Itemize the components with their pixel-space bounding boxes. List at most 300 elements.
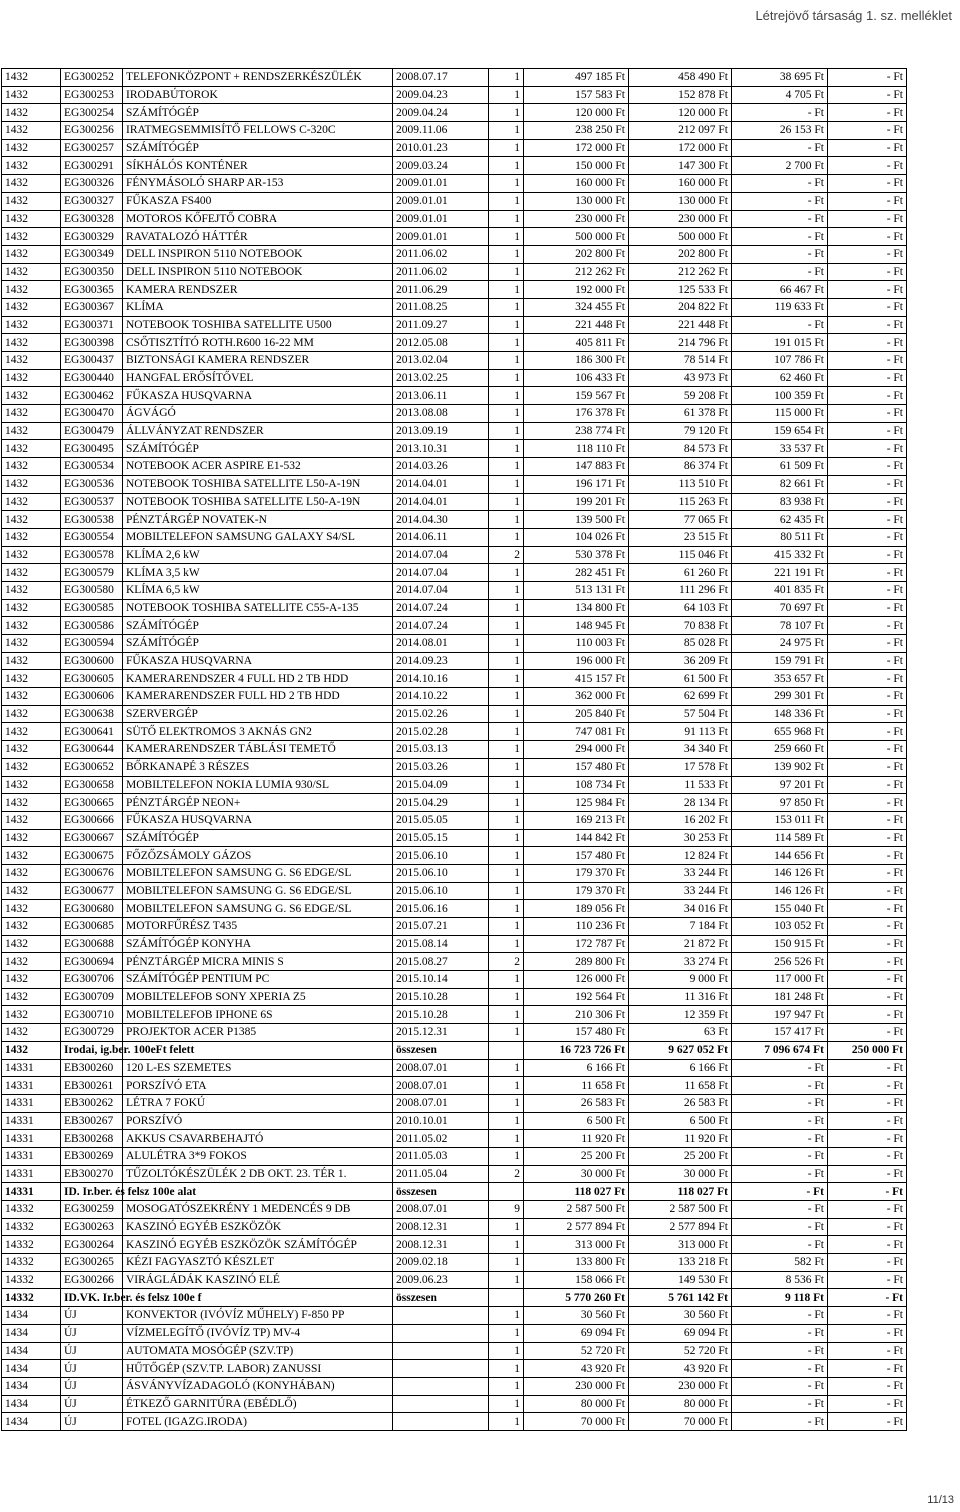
account-cell: 1432 xyxy=(2,405,61,423)
account-cell: 1432 xyxy=(2,688,61,706)
net-value-cell: - Ft xyxy=(732,1413,828,1431)
residual-cell: - Ft xyxy=(828,1271,907,1289)
depreciation-cell: 52 720 Ft xyxy=(629,1342,732,1360)
residual-cell: - Ft xyxy=(828,1218,907,1236)
table-row xyxy=(2,1395,907,1413)
description-cell: VÍZMELEGÍTŐ (IVÓVÍZ TP) MV-4 xyxy=(123,1324,393,1342)
depreciation-cell: 160 000 Ft xyxy=(629,175,732,193)
table-row xyxy=(2,546,907,564)
net-value-cell: 26 153 Ft xyxy=(732,122,828,140)
net-value-cell: 146 126 Ft xyxy=(732,864,828,882)
net-value-cell: - Ft xyxy=(732,1094,828,1112)
date-cell: 2015.10.28 xyxy=(393,1006,489,1024)
asset-code-cell: EG300685 xyxy=(61,918,123,936)
table-row xyxy=(2,794,907,812)
gross-value-cell: 120 000 Ft xyxy=(524,104,629,122)
quantity-cell: 1 xyxy=(489,758,524,776)
depreciation-cell: 78 514 Ft xyxy=(629,352,732,370)
residual-cell: - Ft xyxy=(828,69,907,87)
description-cell: MOBILTELEFOB IPHONE 6S xyxy=(123,1006,393,1024)
asset-code-cell: EG300534 xyxy=(61,458,123,476)
table-row xyxy=(2,1236,907,1254)
depreciation-cell: 152 878 Ft xyxy=(629,86,732,104)
date-cell: 2009.04.24 xyxy=(393,104,489,122)
description-cell: FŰKASZA HUSQVARNA xyxy=(123,811,393,829)
net-value-cell: 415 332 Ft xyxy=(732,546,828,564)
quantity-cell: 1 xyxy=(489,369,524,387)
date-cell: 2014.06.11 xyxy=(393,528,489,546)
quantity-cell: 1 xyxy=(489,581,524,599)
gross-value-cell: 69 094 Ft xyxy=(524,1324,629,1342)
residual-cell: - Ft xyxy=(828,900,907,918)
depreciation-cell: 458 490 Ft xyxy=(629,69,732,87)
quantity-cell: 1 xyxy=(489,1077,524,1095)
table-row xyxy=(2,581,907,599)
asset-code-cell: EG300644 xyxy=(61,741,123,759)
table-row xyxy=(2,652,907,670)
account-cell: 1432 xyxy=(2,847,61,865)
asset-code-cell: EG300495 xyxy=(61,440,123,458)
description-cell: KLÍMA 2,6 kW xyxy=(123,546,393,564)
depreciation-cell: 61 378 Ft xyxy=(629,405,732,423)
account-cell: 1434 xyxy=(2,1395,61,1413)
account-cell: 1432 xyxy=(2,316,61,334)
depreciation-cell: 84 573 Ft xyxy=(629,440,732,458)
table-row xyxy=(2,918,907,936)
depreciation-cell: 230 000 Ft xyxy=(629,1377,732,1395)
description-cell: RAVATALOZÓ HÁTTÉR xyxy=(123,228,393,246)
asset-code-cell: EG300694 xyxy=(61,953,123,971)
account-cell: 1432 xyxy=(2,953,61,971)
table-row xyxy=(2,1342,907,1360)
table-row xyxy=(2,688,907,706)
quantity-cell: 2 xyxy=(489,953,524,971)
asset-code-cell: EG300326 xyxy=(61,175,123,193)
table-row xyxy=(2,1059,907,1077)
description-cell: DELL INSPIRON 5110 NOTEBOOK xyxy=(123,245,393,263)
net-value-cell: 78 107 Ft xyxy=(732,617,828,635)
description-cell: MOBILTELEFON NOKIA LUMIA 930/SL xyxy=(123,776,393,794)
table-row xyxy=(2,741,907,759)
residual-cell: - Ft xyxy=(828,688,907,706)
date-cell: 2015.06.10 xyxy=(393,847,489,865)
depreciation-cell: 204 822 Ft xyxy=(629,298,732,316)
depreciation-cell: 11 533 Ft xyxy=(629,776,732,794)
depreciation-cell: 64 103 Ft xyxy=(629,599,732,617)
date-cell: 2015.04.09 xyxy=(393,776,489,794)
net-value-cell: - Ft xyxy=(732,1059,828,1077)
net-value-cell: 157 417 Ft xyxy=(732,1024,828,1042)
description-cell: HŰTŐGÉP (SZV.TP. LABOR) ZANUSSI xyxy=(123,1360,393,1378)
depreciation-cell: 61 500 Ft xyxy=(629,670,732,688)
date-cell: 2009.01.01 xyxy=(393,192,489,210)
net-value-cell: 66 467 Ft xyxy=(732,281,828,299)
depreciation-cell: 79 120 Ft xyxy=(629,422,732,440)
date-cell: 2014.07.04 xyxy=(393,546,489,564)
depreciation-cell: 7 184 Ft xyxy=(629,918,732,936)
residual-cell: - Ft xyxy=(828,652,907,670)
depreciation-cell: 77 065 Ft xyxy=(629,511,732,529)
asset-code-cell: EG300253 xyxy=(61,86,123,104)
asset-code-cell: EG300667 xyxy=(61,829,123,847)
quantity-cell: 1 xyxy=(489,1130,524,1148)
date-cell: 2015.03.26 xyxy=(393,758,489,776)
residual-cell: - Ft xyxy=(828,988,907,1006)
account-cell: 1432 xyxy=(2,811,61,829)
asset-code-cell: EG300479 xyxy=(61,422,123,440)
depreciation-cell: 86 374 Ft xyxy=(629,458,732,476)
account-cell: 14331 xyxy=(2,1094,61,1112)
residual-cell: - Ft xyxy=(828,1112,907,1130)
date-cell: 2014.07.24 xyxy=(393,617,489,635)
asset-register-table xyxy=(1,68,907,1431)
description-cell: SÍKHÁLÓS KONTÉNER xyxy=(123,157,393,175)
account-cell: 14331 xyxy=(2,1077,61,1095)
table-row xyxy=(2,776,907,794)
date-cell: 2013.02.25 xyxy=(393,369,489,387)
table-row xyxy=(2,1324,907,1342)
description-cell: MOBILTELEFON SAMSUNG G. S6 EDGE/SL xyxy=(123,864,393,882)
depreciation-cell: 172 000 Ft xyxy=(629,139,732,157)
description-cell: NOTEBOOK TOSHIBA SATELLITE L50-A-19N xyxy=(123,475,393,493)
description-cell: FŰKASZA HUSQVARNA xyxy=(123,387,393,405)
account-cell: 1432 xyxy=(2,139,61,157)
account-cell: 14332 xyxy=(2,1201,61,1219)
page-number: 11/13 xyxy=(927,1494,954,1506)
date-cell: 2015.06.16 xyxy=(393,900,489,918)
gross-value-cell: 238 774 Ft xyxy=(524,422,629,440)
residual-cell: - Ft xyxy=(828,1201,907,1219)
gross-value-cell: 52 720 Ft xyxy=(524,1342,629,1360)
quantity-cell: 1 xyxy=(489,723,524,741)
account-cell: 1434 xyxy=(2,1324,61,1342)
table-row xyxy=(2,705,907,723)
residual-cell: - Ft xyxy=(828,953,907,971)
quantity-cell: 1 xyxy=(489,281,524,299)
table-row xyxy=(2,1147,907,1165)
quantity-cell: 1 xyxy=(489,511,524,529)
gross-value-cell: 5 770 260 Ft xyxy=(524,1289,629,1307)
net-value-cell: 144 656 Ft xyxy=(732,847,828,865)
residual-cell: - Ft xyxy=(828,776,907,794)
quantity-cell: 1 xyxy=(489,847,524,865)
net-value-cell: - Ft xyxy=(732,1236,828,1254)
quantity-cell: 1 xyxy=(489,175,524,193)
quantity-cell: 1 xyxy=(489,935,524,953)
quantity-cell: 1 xyxy=(489,458,524,476)
quantity-cell: 1 xyxy=(489,1377,524,1395)
net-value-cell: - Ft xyxy=(732,228,828,246)
table-row xyxy=(2,1218,907,1236)
net-value-cell: 8 536 Ft xyxy=(732,1271,828,1289)
quantity-cell: 1 xyxy=(489,1254,524,1272)
quantity-cell: 1 xyxy=(489,599,524,617)
table-row xyxy=(2,829,907,847)
gross-value-cell: 196 000 Ft xyxy=(524,652,629,670)
description-cell: PÉNZTÁRGÉP NEON+ xyxy=(123,794,393,812)
quantity-cell: 1 xyxy=(489,617,524,635)
depreciation-cell: 30 253 Ft xyxy=(629,829,732,847)
quantity-cell: 2 xyxy=(489,1165,524,1183)
account-cell: 14331 xyxy=(2,1183,61,1201)
document-header-note: Létrejövő társaság 1. sz. melléklet xyxy=(755,8,952,23)
asset-code-cell: EG300252 xyxy=(61,69,123,87)
table-row xyxy=(2,1360,907,1378)
table-row xyxy=(2,122,907,140)
date-cell: 2008.12.31 xyxy=(393,1236,489,1254)
net-value-cell: 9 118 Ft xyxy=(732,1289,828,1307)
residual-cell: - Ft xyxy=(828,935,907,953)
quantity-cell: 1 xyxy=(489,1094,524,1112)
date-cell xyxy=(393,1413,489,1431)
asset-code-cell: EG300470 xyxy=(61,405,123,423)
quantity-cell: 1 xyxy=(489,1059,524,1077)
asset-code-cell: EG300580 xyxy=(61,581,123,599)
table-row xyxy=(2,971,907,989)
quantity-cell: 1 xyxy=(489,210,524,228)
description-cell: NOTEBOOK ACER ASPIRE E1-532 xyxy=(123,458,393,476)
asset-code-cell: EG300264 xyxy=(61,1236,123,1254)
gross-value-cell: 106 433 Ft xyxy=(524,369,629,387)
depreciation-cell: 30 560 Ft xyxy=(629,1307,732,1325)
description-cell: BŐRKANAPÉ 3 RÉSZES xyxy=(123,758,393,776)
account-cell: 1432 xyxy=(2,334,61,352)
table-row xyxy=(2,139,907,157)
depreciation-cell: 62 699 Ft xyxy=(629,688,732,706)
gross-value-cell: 80 000 Ft xyxy=(524,1395,629,1413)
account-cell: 1432 xyxy=(2,652,61,670)
date-cell: 2015.06.10 xyxy=(393,882,489,900)
account-cell: 1432 xyxy=(2,1006,61,1024)
quantity-cell: 1 xyxy=(489,918,524,936)
residual-cell: - Ft xyxy=(828,1094,907,1112)
net-value-cell: 82 661 Ft xyxy=(732,475,828,493)
date-cell: 2013.06.11 xyxy=(393,387,489,405)
residual-cell: - Ft xyxy=(828,405,907,423)
residual-cell: - Ft xyxy=(828,440,907,458)
gross-value-cell: 134 800 Ft xyxy=(524,599,629,617)
date-cell: 2014.03.26 xyxy=(393,458,489,476)
table-row xyxy=(2,387,907,405)
gross-value-cell: 25 200 Ft xyxy=(524,1147,629,1165)
quantity-cell: 1 xyxy=(489,670,524,688)
depreciation-cell: 33 274 Ft xyxy=(629,953,732,971)
net-value-cell: - Ft xyxy=(732,1112,828,1130)
account-cell: 1432 xyxy=(2,245,61,263)
description-cell: KÉZI FAGYASZTÓ KÉSZLET xyxy=(123,1254,393,1272)
net-value-cell: 97 850 Ft xyxy=(732,794,828,812)
table-row xyxy=(2,864,907,882)
gross-value-cell: 169 213 Ft xyxy=(524,811,629,829)
description-cell: SÜTŐ ELEKTROMOS 3 AKNÁS GN2 xyxy=(123,723,393,741)
table-row xyxy=(2,635,907,653)
description-cell: AKKUS CSAVARBEHAJTÓ xyxy=(123,1130,393,1148)
residual-cell: - Ft xyxy=(828,511,907,529)
date-cell: 2015.02.26 xyxy=(393,705,489,723)
date-cell: 2014.07.04 xyxy=(393,581,489,599)
quantity-cell xyxy=(489,1289,524,1307)
net-value-cell: 150 915 Ft xyxy=(732,935,828,953)
net-value-cell: 7 096 674 Ft xyxy=(732,1041,828,1059)
residual-cell: - Ft xyxy=(828,864,907,882)
asset-code-cell: EG300365 xyxy=(61,281,123,299)
net-value-cell: 181 248 Ft xyxy=(732,988,828,1006)
quantity-cell: 1 xyxy=(489,864,524,882)
gross-value-cell: 289 800 Ft xyxy=(524,953,629,971)
gross-value-cell: 172 787 Ft xyxy=(524,935,629,953)
account-cell: 1432 xyxy=(2,422,61,440)
date-cell: 2008.07.01 xyxy=(393,1094,489,1112)
description-cell: ALULÉTRA 3*9 FOKOS xyxy=(123,1147,393,1165)
quantity-cell: 1 xyxy=(489,192,524,210)
account-cell: 1432 xyxy=(2,971,61,989)
asset-code-cell: ÚJ xyxy=(61,1360,123,1378)
account-cell: 1434 xyxy=(2,1377,61,1395)
net-value-cell: 401 835 Ft xyxy=(732,581,828,599)
net-value-cell: - Ft xyxy=(732,1218,828,1236)
gross-value-cell: 313 000 Ft xyxy=(524,1236,629,1254)
quantity-cell: 1 xyxy=(489,1147,524,1165)
description-cell: KAMERA RENDSZER xyxy=(123,281,393,299)
quantity-cell: 1 xyxy=(489,705,524,723)
description-cell: MOBILTELEFOB SONY XPERIA Z5 xyxy=(123,988,393,1006)
description-cell: FOTEL (IGAZG.IRODA) xyxy=(123,1413,393,1431)
description-cell: KAMERARENDSZER FULL HD 2 TB HDD xyxy=(123,688,393,706)
quantity-cell: 1 xyxy=(489,1236,524,1254)
description-cell: FÉNYMÁSOLÓ SHARP AR-153 xyxy=(123,175,393,193)
description-cell: KASZINÓ EGYÉB ESZKÖZÖK xyxy=(123,1218,393,1236)
account-cell: 1432 xyxy=(2,988,61,1006)
asset-code-cell: EG300706 xyxy=(61,971,123,989)
net-value-cell: 62 460 Ft xyxy=(732,369,828,387)
residual-cell: - Ft xyxy=(828,281,907,299)
quantity-cell: 1 xyxy=(489,263,524,281)
date-cell: 2014.04.30 xyxy=(393,511,489,529)
asset-code-cell: EG300259 xyxy=(61,1201,123,1219)
residual-cell: - Ft xyxy=(828,1236,907,1254)
residual-cell: - Ft xyxy=(828,1130,907,1148)
net-value-cell: 153 011 Ft xyxy=(732,811,828,829)
account-cell: 14332 xyxy=(2,1254,61,1272)
depreciation-cell: 2 577 894 Ft xyxy=(629,1218,732,1236)
net-value-cell: - Ft xyxy=(732,263,828,281)
depreciation-cell: 16 202 Ft xyxy=(629,811,732,829)
asset-code-cell: ÚJ xyxy=(61,1413,123,1431)
depreciation-cell: 11 920 Ft xyxy=(629,1130,732,1148)
residual-cell: - Ft xyxy=(828,528,907,546)
gross-value-cell: 202 800 Ft xyxy=(524,245,629,263)
description-cell: SZÁMÍTÓGÉP KONYHA xyxy=(123,935,393,953)
asset-code-cell: EG300538 xyxy=(61,511,123,529)
depreciation-cell: 43 973 Ft xyxy=(629,369,732,387)
net-value-cell: 191 015 Ft xyxy=(732,334,828,352)
gross-value-cell: 186 300 Ft xyxy=(524,352,629,370)
table-row xyxy=(2,69,907,87)
residual-cell: - Ft xyxy=(828,1377,907,1395)
account-cell: 1432 xyxy=(2,352,61,370)
description-cell: ÁSVÁNYVÍZADAGOLÓ (KONYHÁBAN) xyxy=(123,1377,393,1395)
depreciation-cell: 149 530 Ft xyxy=(629,1271,732,1289)
net-value-cell: 83 938 Ft xyxy=(732,493,828,511)
net-value-cell: - Ft xyxy=(732,1165,828,1183)
net-value-cell: 256 526 Ft xyxy=(732,953,828,971)
depreciation-cell: 28 134 Ft xyxy=(629,794,732,812)
gross-value-cell: 147 883 Ft xyxy=(524,458,629,476)
date-cell: 2015.05.05 xyxy=(393,811,489,829)
gross-value-cell: 11 658 Ft xyxy=(524,1077,629,1095)
gross-value-cell: 212 262 Ft xyxy=(524,263,629,281)
account-cell: 1432 xyxy=(2,440,61,458)
asset-code-cell: EB300262 xyxy=(61,1094,123,1112)
table-row xyxy=(2,758,907,776)
gross-value-cell: 238 250 Ft xyxy=(524,122,629,140)
residual-cell: - Ft xyxy=(828,723,907,741)
asset-code-cell: EG300349 xyxy=(61,245,123,263)
date-cell: 2014.07.04 xyxy=(393,564,489,582)
asset-code-cell: EG300578 xyxy=(61,546,123,564)
description-cell: KLÍMA 3,5 kW xyxy=(123,564,393,582)
depreciation-cell: 202 800 Ft xyxy=(629,245,732,263)
depreciation-cell: 115 046 Ft xyxy=(629,546,732,564)
quantity-cell: 1 xyxy=(489,422,524,440)
table-row xyxy=(2,1254,907,1272)
date-cell: 2014.10.16 xyxy=(393,670,489,688)
residual-cell: - Ft xyxy=(828,192,907,210)
depreciation-cell: 147 300 Ft xyxy=(629,157,732,175)
gross-value-cell: 104 026 Ft xyxy=(524,528,629,546)
net-value-cell: - Ft xyxy=(732,1130,828,1148)
gross-value-cell: 530 378 Ft xyxy=(524,546,629,564)
net-value-cell: - Ft xyxy=(732,1183,828,1201)
table-row xyxy=(2,988,907,1006)
quantity-cell: 1 xyxy=(489,741,524,759)
net-value-cell: 155 040 Ft xyxy=(732,900,828,918)
quantity-cell: 1 xyxy=(489,829,524,847)
asset-code-cell: EG300665 xyxy=(61,794,123,812)
description-cell: LÉTRA 7 FOKÚ xyxy=(123,1094,393,1112)
description-cell: KONVEKTOR (IVÓVÍZ MŰHELY) F-850 PP xyxy=(123,1307,393,1325)
residual-cell: - Ft xyxy=(828,387,907,405)
account-cell: 1432 xyxy=(2,210,61,228)
asset-code-cell: EB300268 xyxy=(61,1130,123,1148)
depreciation-cell: 70 838 Ft xyxy=(629,617,732,635)
quantity-cell: 1 xyxy=(489,1024,524,1042)
description-cell: NOTEBOOK TOSHIBA SATELLITE C55-A-135 xyxy=(123,599,393,617)
asset-code-cell: EG300688 xyxy=(61,935,123,953)
date-cell: 2011.06.02 xyxy=(393,263,489,281)
account-cell: 1434 xyxy=(2,1360,61,1378)
date-cell: 2009.02.18 xyxy=(393,1254,489,1272)
gross-value-cell: 118 027 Ft xyxy=(524,1183,629,1201)
asset-code-cell: Irodai, ig.ber. 100eFt felett xyxy=(61,1041,123,1059)
depreciation-cell: 33 244 Ft xyxy=(629,882,732,900)
account-cell: 1432 xyxy=(2,723,61,741)
gross-value-cell: 110 236 Ft xyxy=(524,918,629,936)
account-cell: 1432 xyxy=(2,635,61,653)
account-cell: 1432 xyxy=(2,1024,61,1042)
date-cell: 2015.08.14 xyxy=(393,935,489,953)
table-row xyxy=(2,1413,907,1431)
asset-code-cell: ÚJ xyxy=(61,1307,123,1325)
description-cell: FŰKASZA FS400 xyxy=(123,192,393,210)
account-cell: 14331 xyxy=(2,1059,61,1077)
table-row xyxy=(2,440,907,458)
table-row xyxy=(2,847,907,865)
table-row xyxy=(2,670,907,688)
table-row xyxy=(2,245,907,263)
date-cell: 2015.05.15 xyxy=(393,829,489,847)
depreciation-cell: 69 094 Ft xyxy=(629,1324,732,1342)
